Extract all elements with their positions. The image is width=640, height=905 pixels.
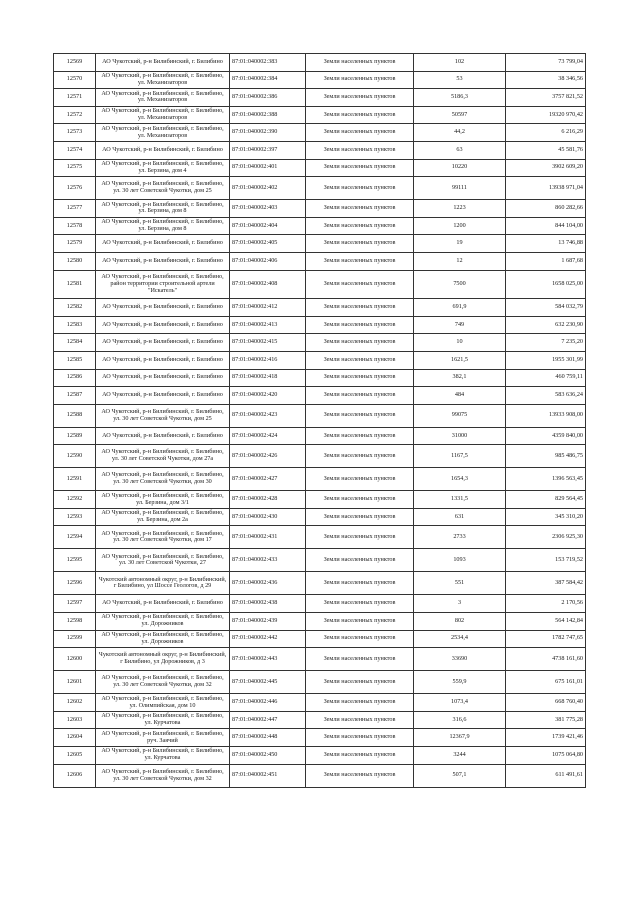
- land-category-cell: Земли населенных пунктов: [306, 468, 414, 491]
- address-cell: АО Чукотский, р-н Билибинский, г. Билибино, ул. 30 лет Советской Чукотки, дом 25: [96, 177, 230, 200]
- table-row: [54, 595, 586, 613]
- table-row: [54, 711, 586, 729]
- cadastral-number-cell: 87:01:040002:423: [230, 404, 306, 427]
- land-category-cell: Земли населенных пунктов: [306, 427, 414, 445]
- cadastral-number-cell: 87:01:040002:450: [230, 747, 306, 765]
- cadastral-number-cell: 87:01:040002:408: [230, 270, 306, 299]
- table-row: [54, 729, 586, 747]
- area-cell: 484: [414, 387, 506, 405]
- cadastral-number-cell: 87:01:040002:420: [230, 387, 306, 405]
- address-cell: АО Чукотский, р-н Билибинский, г. Билибино, ул. Курчатова: [96, 711, 230, 729]
- address-cell: АО Чукотский, р-н Билибинский, г. Билибино, ул. Механизаторов: [96, 124, 230, 142]
- area-cell: 1200: [414, 217, 506, 235]
- area-cell: 551: [414, 572, 506, 595]
- cadastral-value-cell: 829 564,45: [506, 491, 586, 509]
- table-row: [54, 764, 586, 787]
- area-cell: 802: [414, 613, 506, 631]
- area-cell: 12367,9: [414, 729, 506, 747]
- table-body: [54, 54, 586, 788]
- address-cell: АО Чукотский, р-н Билибинский, г. Билибино: [96, 595, 230, 613]
- table-row: [54, 648, 586, 671]
- table-row: [54, 54, 586, 72]
- table-row: [54, 252, 586, 270]
- cadastral-number-cell: 87:01:040002:446: [230, 694, 306, 712]
- address-cell: АО Чукотский, р-н Билибинский, г. Билибино, ул. Механизаторов: [96, 89, 230, 107]
- area-cell: 50597: [414, 106, 506, 124]
- cadastral-value-cell: 611 491,61: [506, 764, 586, 787]
- row-number: 12596: [54, 572, 96, 595]
- table-row: [54, 200, 586, 218]
- document-page: [53, 53, 585, 788]
- row-number: 12595: [54, 549, 96, 572]
- row-number: 12583: [54, 316, 96, 334]
- cadastral-value-cell: 1075 064,80: [506, 747, 586, 765]
- address-cell: АО Чукотский, р-н Билибинский, г. Билибино: [96, 369, 230, 387]
- land-category-cell: Земли населенных пунктов: [306, 217, 414, 235]
- cadastral-number-cell: 87:01:040002:433: [230, 549, 306, 572]
- cadastral-number-cell: 87:01:040002:447: [230, 711, 306, 729]
- cadastral-value-cell: 675 161,01: [506, 671, 586, 694]
- table-row: [54, 334, 586, 352]
- area-cell: 5186,3: [414, 89, 506, 107]
- area-cell: 102: [414, 54, 506, 72]
- cadastral-number-cell: 87:01:040002:438: [230, 595, 306, 613]
- area-cell: 1331,5: [414, 491, 506, 509]
- land-category-cell: Земли населенных пунктов: [306, 351, 414, 369]
- cadastral-number-cell: 87:01:040002:416: [230, 351, 306, 369]
- cadastral-value-cell: 13938 971,04: [506, 177, 586, 200]
- table-row: [54, 369, 586, 387]
- land-category-cell: Земли населенных пунктов: [306, 235, 414, 253]
- land-category-cell: Земли населенных пунктов: [306, 747, 414, 765]
- row-number: 12605: [54, 747, 96, 765]
- row-number: 12599: [54, 630, 96, 648]
- address-cell: АО Чукотский, р-н Билибинский, г. Билибино: [96, 299, 230, 317]
- address-cell: АО Чукотский, р-н Билибинский, г. Билибино, ул. Берзина, дом 3/1: [96, 491, 230, 509]
- address-cell: АО Чукотский, р-н Билибинский, г. Билибино, ул. 30 лет Советской Чукотки, дом 17: [96, 526, 230, 549]
- area-cell: 99111: [414, 177, 506, 200]
- area-cell: 1073,4: [414, 694, 506, 712]
- area-cell: 44,2: [414, 124, 506, 142]
- land-category-cell: Земли населенных пунктов: [306, 404, 414, 427]
- cadastral-number-cell: 87:01:040002:415: [230, 334, 306, 352]
- address-cell: АО Чукотский, р-н Билибинский, г. Билибино, ул. Дорожников: [96, 613, 230, 631]
- cadastral-value-cell: 4359 840,00: [506, 427, 586, 445]
- row-number: 12589: [54, 427, 96, 445]
- area-cell: 691,9: [414, 299, 506, 317]
- area-cell: 2733: [414, 526, 506, 549]
- area-cell: 382,1: [414, 369, 506, 387]
- cadastral-value-cell: 1955 301,99: [506, 351, 586, 369]
- area-cell: 12: [414, 252, 506, 270]
- table-row: [54, 427, 586, 445]
- table-row: [54, 387, 586, 405]
- row-number: 12597: [54, 595, 96, 613]
- address-cell: АО Чукотский, р-н Билибинский, г. Билибино, ул. 30 лет Советской Чукотки, дом 30: [96, 468, 230, 491]
- row-number: 12579: [54, 235, 96, 253]
- cadastral-number-cell: 87:01:040002:402: [230, 177, 306, 200]
- land-category-cell: Земли населенных пунктов: [306, 124, 414, 142]
- cadastral-number-cell: 87:01:040002:424: [230, 427, 306, 445]
- address-cell: АО Чукотский, р-н Билибинский, г. Билибино: [96, 351, 230, 369]
- cadastral-value-cell: 2306 925,30: [506, 526, 586, 549]
- area-cell: 749: [414, 316, 506, 334]
- table-row: [54, 694, 586, 712]
- area-cell: 1167,5: [414, 445, 506, 468]
- cadastral-value-cell: 73 799,04: [506, 54, 586, 72]
- area-cell: 1621,5: [414, 351, 506, 369]
- row-number: 12590: [54, 445, 96, 468]
- cadastral-value-cell: 860 282,66: [506, 200, 586, 218]
- address-cell: АО Чукотский, р-н Билибинский, г. Билибино, ул. 30 лет Советской Чукотки, 27: [96, 549, 230, 572]
- land-category-cell: Земли населенных пунктов: [306, 334, 414, 352]
- area-cell: 1093: [414, 549, 506, 572]
- table-row: [54, 445, 586, 468]
- cadastral-number-cell: 87:01:040002:426: [230, 445, 306, 468]
- cadastral-value-cell: 1658 025,00: [506, 270, 586, 299]
- land-category-cell: Земли населенных пунктов: [306, 177, 414, 200]
- area-cell: 1654,3: [414, 468, 506, 491]
- table-row: [54, 235, 586, 253]
- table-row: [54, 159, 586, 177]
- row-number: 12588: [54, 404, 96, 427]
- cadastral-value-cell: 19320 970,42: [506, 106, 586, 124]
- cadastral-number-cell: 87:01:040002:405: [230, 235, 306, 253]
- row-number: 12573: [54, 124, 96, 142]
- row-number: 12593: [54, 508, 96, 526]
- address-cell: АО Чукотский, р-н Билибинский, г. Билибино: [96, 54, 230, 72]
- land-category-cell: Земли населенных пунктов: [306, 159, 414, 177]
- land-category-cell: Земли населенных пунктов: [306, 369, 414, 387]
- cadastral-value-cell: 4738 161,60: [506, 648, 586, 671]
- area-cell: 3: [414, 595, 506, 613]
- land-category-cell: Земли населенных пунктов: [306, 613, 414, 631]
- row-number: 12578: [54, 217, 96, 235]
- land-category-cell: Земли населенных пунктов: [306, 549, 414, 572]
- area-cell: 1223: [414, 200, 506, 218]
- cadastral-number-cell: 87:01:040002:406: [230, 252, 306, 270]
- address-cell: АО Чукотский, р-н Билибинский, г. Билибино, ул. 30 лет Советской Чукотки, дом 27а: [96, 445, 230, 468]
- cadastral-value-cell: 7 235,20: [506, 334, 586, 352]
- cadastral-value-cell: 3902 609,20: [506, 159, 586, 177]
- row-number: 12584: [54, 334, 96, 352]
- row-number: 12570: [54, 71, 96, 89]
- area-cell: 19: [414, 235, 506, 253]
- cadastral-number-cell: 87:01:040002:448: [230, 729, 306, 747]
- table-row: [54, 177, 586, 200]
- table-row: [54, 491, 586, 509]
- row-number: 12574: [54, 141, 96, 159]
- area-cell: 507,1: [414, 764, 506, 787]
- land-category-cell: Земли населенных пунктов: [306, 648, 414, 671]
- land-category-cell: Земли населенных пунктов: [306, 270, 414, 299]
- row-number: 12606: [54, 764, 96, 787]
- cadastral-number-cell: 87:01:040002:388: [230, 106, 306, 124]
- cadastral-value-cell: 6 216,29: [506, 124, 586, 142]
- land-category-cell: Земли населенных пунктов: [306, 764, 414, 787]
- land-category-cell: Земли населенных пунктов: [306, 299, 414, 317]
- address-cell: АО Чукотский, р-н Билибинский, г. Билибино, ул. 30 лет Советской Чукотки, дом 32: [96, 764, 230, 787]
- address-cell: АО Чукотский, р-н Билибинский, г. Билибино, ул. 30 лет Советской Чукотки, дом 25: [96, 404, 230, 427]
- cadastral-number-cell: 87:01:040002:383: [230, 54, 306, 72]
- address-cell: АО Чукотский, р-н Билибинский, г. Билибино: [96, 235, 230, 253]
- area-cell: 10: [414, 334, 506, 352]
- table-row: [54, 613, 586, 631]
- cadastral-number-cell: 87:01:040002:443: [230, 648, 306, 671]
- cadastral-number-cell: 87:01:040002:386: [230, 89, 306, 107]
- cadastral-number-cell: 87:01:040002:439: [230, 613, 306, 631]
- cadastral-value-cell: 584 032,79: [506, 299, 586, 317]
- area-cell: 559,9: [414, 671, 506, 694]
- land-category-cell: Земли населенных пунктов: [306, 729, 414, 747]
- row-number: 12581: [54, 270, 96, 299]
- land-category-cell: Земли населенных пунктов: [306, 572, 414, 595]
- address-cell: АО Чукотский, р-н Билибинский, г. Билибино: [96, 141, 230, 159]
- row-number: 12569: [54, 54, 96, 72]
- cadastral-value-cell: 668 760,40: [506, 694, 586, 712]
- cadastral-value-cell: 153 719,52: [506, 549, 586, 572]
- address-cell: АО Чукотский, р-н Билибинский, г. Билибино, ул. Механизаторов: [96, 106, 230, 124]
- cadastral-value-cell: 985 486,75: [506, 445, 586, 468]
- address-cell: АО Чукотский, р-н Билибинский, г. Билибино: [96, 334, 230, 352]
- address-cell: АО Чукотский, р-н Билибинский, г. Билибино, ул. Олимпийская, дом 10: [96, 694, 230, 712]
- area-cell: 53: [414, 71, 506, 89]
- cadastral-value-cell: 460 759,11: [506, 369, 586, 387]
- land-category-cell: Земли населенных пунктов: [306, 491, 414, 509]
- table-row: [54, 217, 586, 235]
- address-cell: АО Чукотский, р-н Билибинский, г. Билибино, ул. 30 лет Советской Чукотки, дом 32: [96, 671, 230, 694]
- address-cell: АО Чукотский, р-н Билибинский, г. Билибино: [96, 387, 230, 405]
- area-cell: 10220: [414, 159, 506, 177]
- table-row: [54, 71, 586, 89]
- area-cell: 31000: [414, 427, 506, 445]
- cadastral-value-cell: 381 775,28: [506, 711, 586, 729]
- cadastral-number-cell: 87:01:040002:445: [230, 671, 306, 694]
- cadastral-number-cell: 87:01:040002:403: [230, 200, 306, 218]
- row-number: 12571: [54, 89, 96, 107]
- area-cell: 2534,4: [414, 630, 506, 648]
- cadastral-value-cell: 632 230,90: [506, 316, 586, 334]
- area-cell: 99075: [414, 404, 506, 427]
- cadastral-number-cell: 87:01:040002:436: [230, 572, 306, 595]
- table-row: [54, 299, 586, 317]
- address-cell: АО Чукотский, р-н Билибинский, г. Билибино: [96, 252, 230, 270]
- land-category-cell: Земли населенных пунктов: [306, 694, 414, 712]
- cadastral-number-cell: 87:01:040002:451: [230, 764, 306, 787]
- address-cell: АО Чукотский, р-н Билибинский, г. Билибино, ул. Курчатова: [96, 747, 230, 765]
- land-category-cell: Земли населенных пунктов: [306, 252, 414, 270]
- table-row: [54, 549, 586, 572]
- address-cell: АО Чукотский, р-н Билибинский, г. Билибино, руч. Заячий: [96, 729, 230, 747]
- address-cell: Чукотский автономный округ, р-н Билибинский, г Билибино, ул Дорожников, д 3: [96, 648, 230, 671]
- cadastral-value-cell: 564 142,84: [506, 613, 586, 631]
- area-cell: 3244: [414, 747, 506, 765]
- cadastral-value-cell: 1739 421,46: [506, 729, 586, 747]
- table-row: [54, 572, 586, 595]
- cadastral-number-cell: 87:01:040002:390: [230, 124, 306, 142]
- address-cell: АО Чукотский, р-н Билибинский, г. Билибино, ул. Берзина, дом 2а: [96, 508, 230, 526]
- table-row: [54, 316, 586, 334]
- address-cell: АО Чукотский, р-н Билибинский, г. Билибино, ул. Берзина, дом 8: [96, 217, 230, 235]
- table-row: [54, 270, 586, 299]
- cadastral-number-cell: 87:01:040002:397: [230, 141, 306, 159]
- address-cell: АО Чукотский, р-н Билибинский, г. Билибино, ул. Берзина, дом 4: [96, 159, 230, 177]
- table-row: [54, 508, 586, 526]
- cadastral-value-cell: 45 581,76: [506, 141, 586, 159]
- address-cell: АО Чукотский, р-н Билибинский, г. Билибино: [96, 427, 230, 445]
- cadastral-number-cell: 87:01:040002:430: [230, 508, 306, 526]
- row-number: 12587: [54, 387, 96, 405]
- row-number: 12585: [54, 351, 96, 369]
- cadastral-value-cell: 1782 747,65: [506, 630, 586, 648]
- address-cell: АО Чукотский, р-н Билибинский, г. Билибино: [96, 316, 230, 334]
- land-category-cell: Земли населенных пунктов: [306, 54, 414, 72]
- land-category-cell: Земли населенных пунктов: [306, 526, 414, 549]
- row-number: 12582: [54, 299, 96, 317]
- cadastral-value-cell: 844 104,00: [506, 217, 586, 235]
- row-number: 12603: [54, 711, 96, 729]
- table-row: [54, 89, 586, 107]
- row-number: 12600: [54, 648, 96, 671]
- land-category-cell: Земли населенных пунктов: [306, 711, 414, 729]
- row-number: 12591: [54, 468, 96, 491]
- land-category-cell: Земли населенных пунктов: [306, 630, 414, 648]
- row-number: 12572: [54, 106, 96, 124]
- row-number: 12598: [54, 613, 96, 631]
- table-row: [54, 124, 586, 142]
- cadastral-number-cell: 87:01:040002:431: [230, 526, 306, 549]
- address-cell: АО Чукотский, р-н Билибинский, г. Билибино, район территории строительной артели "Искатель": [96, 270, 230, 299]
- cadastral-number-cell: 87:01:040002:413: [230, 316, 306, 334]
- cadastral-number-cell: 87:01:040002:384: [230, 71, 306, 89]
- cadastral-value-cell: 583 636,24: [506, 387, 586, 405]
- cadastral-number-cell: 87:01:040002:442: [230, 630, 306, 648]
- cadastral-value-cell: 345 310,20: [506, 508, 586, 526]
- address-cell: АО Чукотский, р-н Билибинский, г. Билибино, ул. Дорожников: [96, 630, 230, 648]
- cadastral-value-cell: 1 687,68: [506, 252, 586, 270]
- row-number: 12602: [54, 694, 96, 712]
- land-category-cell: Земли населенных пунктов: [306, 106, 414, 124]
- row-number: 12604: [54, 729, 96, 747]
- land-category-cell: Земли населенных пунктов: [306, 71, 414, 89]
- land-category-cell: Земли населенных пунктов: [306, 141, 414, 159]
- table-row: [54, 526, 586, 549]
- cadastral-number-cell: 87:01:040002:404: [230, 217, 306, 235]
- area-cell: 33690: [414, 648, 506, 671]
- land-category-cell: Земли населенных пунктов: [306, 508, 414, 526]
- address-cell: Чукотский автономный округ, р-н Билибинский, г Билибино, ул Шоссе Геологов, д 29: [96, 572, 230, 595]
- table-row: [54, 351, 586, 369]
- area-cell: 7500: [414, 270, 506, 299]
- land-category-cell: Земли населенных пунктов: [306, 89, 414, 107]
- row-number: 12594: [54, 526, 96, 549]
- row-number: 12577: [54, 200, 96, 218]
- land-registry-table: [53, 53, 586, 788]
- table-row: [54, 671, 586, 694]
- row-number: 12601: [54, 671, 96, 694]
- cadastral-number-cell: 87:01:040002:428: [230, 491, 306, 509]
- table-row: [54, 747, 586, 765]
- cadastral-value-cell: 387 584,42: [506, 572, 586, 595]
- cadastral-value-cell: 13 746,88: [506, 235, 586, 253]
- row-number: 12592: [54, 491, 96, 509]
- cadastral-value-cell: 1396 563,45: [506, 468, 586, 491]
- cadastral-value-cell: 13933 908,00: [506, 404, 586, 427]
- address-cell: АО Чукотский, р-н Билибинский, г. Билибино, ул. Механизаторов: [96, 71, 230, 89]
- cadastral-number-cell: 87:01:040002:427: [230, 468, 306, 491]
- cadastral-value-cell: 2 170,56: [506, 595, 586, 613]
- cadastral-number-cell: 87:01:040002:401: [230, 159, 306, 177]
- land-category-cell: Земли населенных пунктов: [306, 671, 414, 694]
- cadastral-number-cell: 87:01:040002:412: [230, 299, 306, 317]
- table-row: [54, 630, 586, 648]
- land-category-cell: Земли населенных пунктов: [306, 445, 414, 468]
- table-row: [54, 106, 586, 124]
- land-category-cell: Земли населенных пунктов: [306, 595, 414, 613]
- row-number: 12575: [54, 159, 96, 177]
- table-row: [54, 141, 586, 159]
- land-category-cell: Земли населенных пунктов: [306, 316, 414, 334]
- cadastral-value-cell: 38 346,56: [506, 71, 586, 89]
- cadastral-value-cell: 3757 821,52: [506, 89, 586, 107]
- table-row: [54, 404, 586, 427]
- area-cell: 631: [414, 508, 506, 526]
- row-number: 12580: [54, 252, 96, 270]
- table-row: [54, 468, 586, 491]
- address-cell: АО Чукотский, р-н Билибинский, г. Билибино, ул. Берзина, дом 8: [96, 200, 230, 218]
- land-category-cell: Земли населенных пунктов: [306, 200, 414, 218]
- row-number: 12576: [54, 177, 96, 200]
- row-number: 12586: [54, 369, 96, 387]
- land-category-cell: Земли населенных пунктов: [306, 387, 414, 405]
- cadastral-number-cell: 87:01:040002:418: [230, 369, 306, 387]
- area-cell: 63: [414, 141, 506, 159]
- area-cell: 316,6: [414, 711, 506, 729]
